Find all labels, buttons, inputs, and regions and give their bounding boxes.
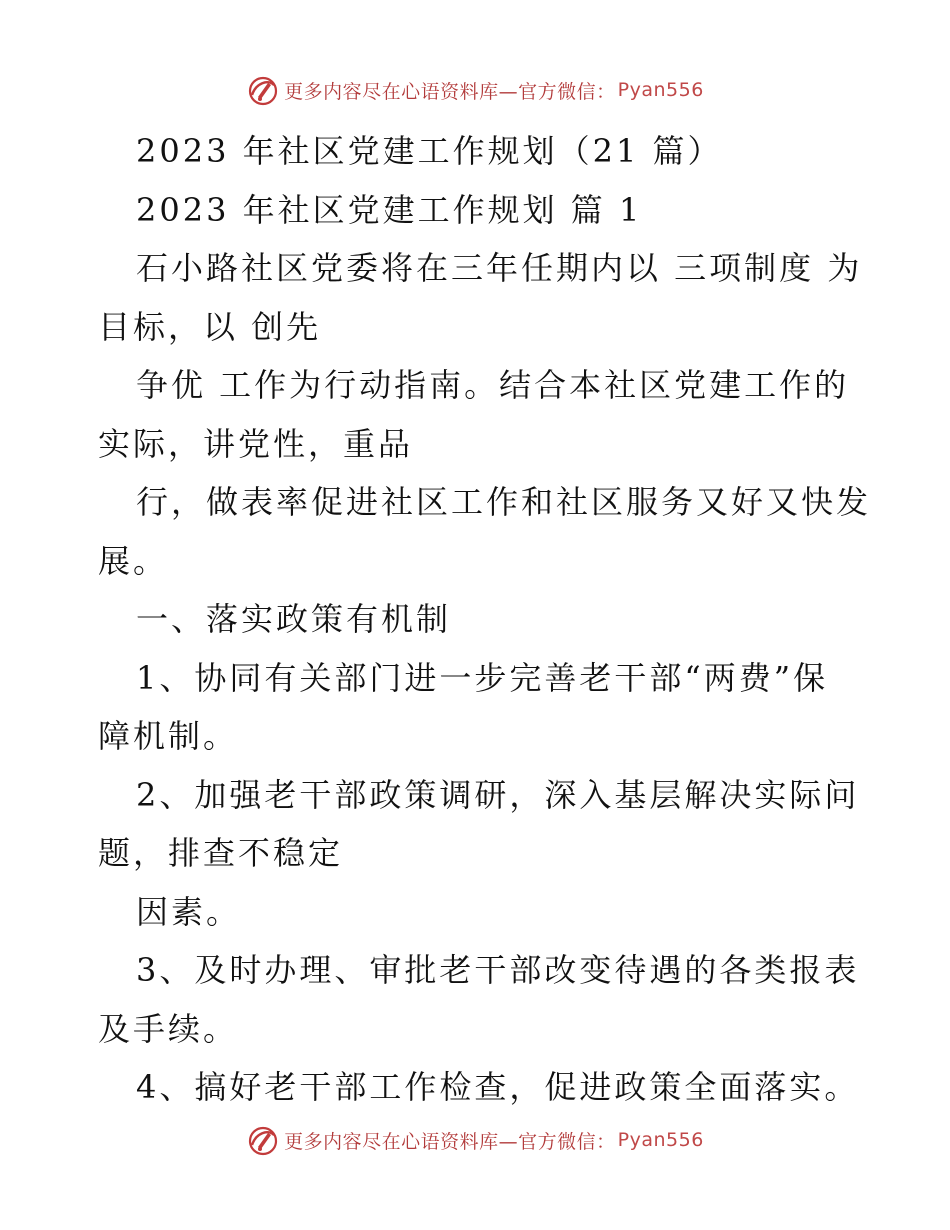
- text-line: 3、及时办理、审批老干部改变待遇的各类报表: [136, 951, 860, 989]
- document-body: [98, 122, 872, 1117]
- text-line: 争优 工作为行动指南。结合本社区党建工作的: [136, 366, 850, 404]
- banner-text: 更多内容尽在心语资料库—官方微信：: [284, 1130, 616, 1153]
- banner-text: 更多内容尽在心语资料库—官方微信：: [284, 80, 616, 103]
- text-line: 一、落实政策有机制: [136, 600, 452, 638]
- text-line: 石小路社区党委将在三年任期内以 三项制度 为: [136, 249, 863, 287]
- text-line: 2023 年社区党建工作规划 篇 1: [136, 190, 643, 229]
- text-line: 题，排查不稳定: [98, 834, 344, 872]
- banner-wechat-id: Pyan556: [617, 79, 704, 101]
- red-pen-swirl-logo: [246, 73, 280, 107]
- text-line: 及手续。: [98, 1009, 239, 1048]
- text-line: 4、搞好老干部工作检查，促进政策全面落实。: [136, 1068, 860, 1106]
- footer-watermark-banner: [0, 1120, 950, 1160]
- text-line: 因素。: [136, 892, 242, 931]
- text-line: 目标，以 创先: [98, 307, 322, 346]
- text-line: 展。: [98, 541, 169, 580]
- text-line: 障机制。: [98, 717, 239, 755]
- text-line: 2、加强老干部政策调研，深入基层解决实际问: [136, 775, 860, 814]
- red-pen-swirl-logo: [246, 1123, 280, 1157]
- banner-wechat-id: Pyan556: [617, 1129, 704, 1151]
- text-line: 2023 年社区党建工作规划（21 篇）: [136, 132, 723, 170]
- text-line: 实际，讲党性，重品: [98, 424, 414, 463]
- header-watermark-banner: [0, 70, 950, 110]
- text-line: 1、协同有关部门进一步完善老干部“两费”保: [136, 658, 829, 697]
- text-line: 行，做表率促进社区工作和社区服务又好又快发: [136, 483, 872, 521]
